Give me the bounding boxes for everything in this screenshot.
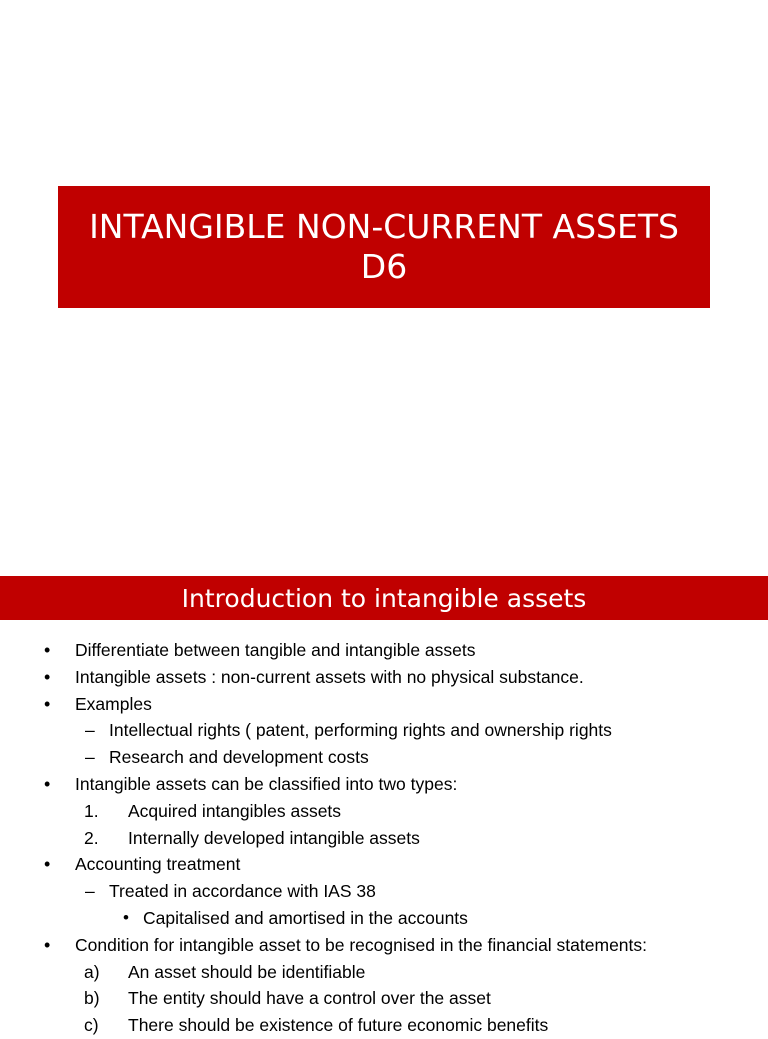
list-item (0, 932, 768, 959)
list-item-text: Intangible assets can be classified into two types: (75, 773, 458, 794)
list-item (0, 771, 768, 798)
list-item-text: Intellectual rights ( patent, performing rights and ownership rights (109, 720, 612, 741)
list-item (0, 664, 768, 691)
bullet-marker: • (44, 854, 51, 875)
bullet-list (0, 637, 768, 1039)
slide-title-line-1: INTANGIBLE NON-CURRENT ASSETS (89, 207, 679, 247)
letter-marker: c) (84, 1015, 99, 1036)
list-item (0, 959, 768, 986)
list-item-text: An asset should be identifiable (128, 961, 366, 982)
bullet-marker: • (123, 907, 129, 927)
list-item-text: Internally developed intangible assets (128, 827, 420, 848)
list-item-text: Examples (75, 693, 152, 714)
list-item-text: Acquired intangibles assets (128, 800, 342, 821)
dash-marker: – (85, 720, 95, 741)
title-banner (58, 186, 710, 308)
list-item-text: The entity should have a control over the asset (128, 988, 491, 1009)
list-item (0, 744, 768, 771)
dash-marker: – (85, 747, 95, 768)
list-item-text: Research and development costs (109, 747, 369, 768)
dash-marker: – (85, 881, 95, 902)
bullet-marker: • (44, 693, 51, 714)
list-item (0, 798, 768, 825)
list-item (0, 851, 768, 878)
list-item (0, 878, 768, 905)
intro-slide (0, 576, 768, 1036)
bullet-marker: • (44, 666, 51, 687)
list-item (0, 717, 768, 744)
bullet-marker: • (44, 773, 51, 794)
list-item-text: Accounting treatment (75, 854, 241, 875)
slide-header: Introduction to intangible assets (0, 576, 768, 620)
list-item (0, 1012, 768, 1039)
number-marker: 2. (84, 827, 99, 848)
bullet-marker: • (44, 934, 51, 955)
slide-title-line-2: D6 (360, 247, 408, 286)
list-item (0, 637, 768, 664)
letter-marker: a) (84, 961, 100, 982)
number-marker: 1. (84, 800, 99, 821)
list-item-text: Intangible assets : non-current assets with no physical substance. (75, 666, 584, 687)
list-item-text: Condition for intangible asset to be recognised in the financial statements: (75, 934, 648, 955)
list-item-text: Differentiate between tangible and intangible assets (75, 640, 476, 660)
letter-marker: b) (84, 988, 100, 1009)
bullet-marker: • (44, 640, 51, 660)
list-item (0, 825, 768, 852)
list-item-text: There should be existence of future economic benefits (128, 1015, 549, 1036)
list-item-text: Treated in accordance with IAS 38 (109, 881, 376, 902)
list-item (0, 905, 768, 932)
list-item (0, 985, 768, 1012)
list-item-text: Capitalised and amortised in the accounts (143, 907, 468, 928)
list-item (0, 691, 768, 718)
